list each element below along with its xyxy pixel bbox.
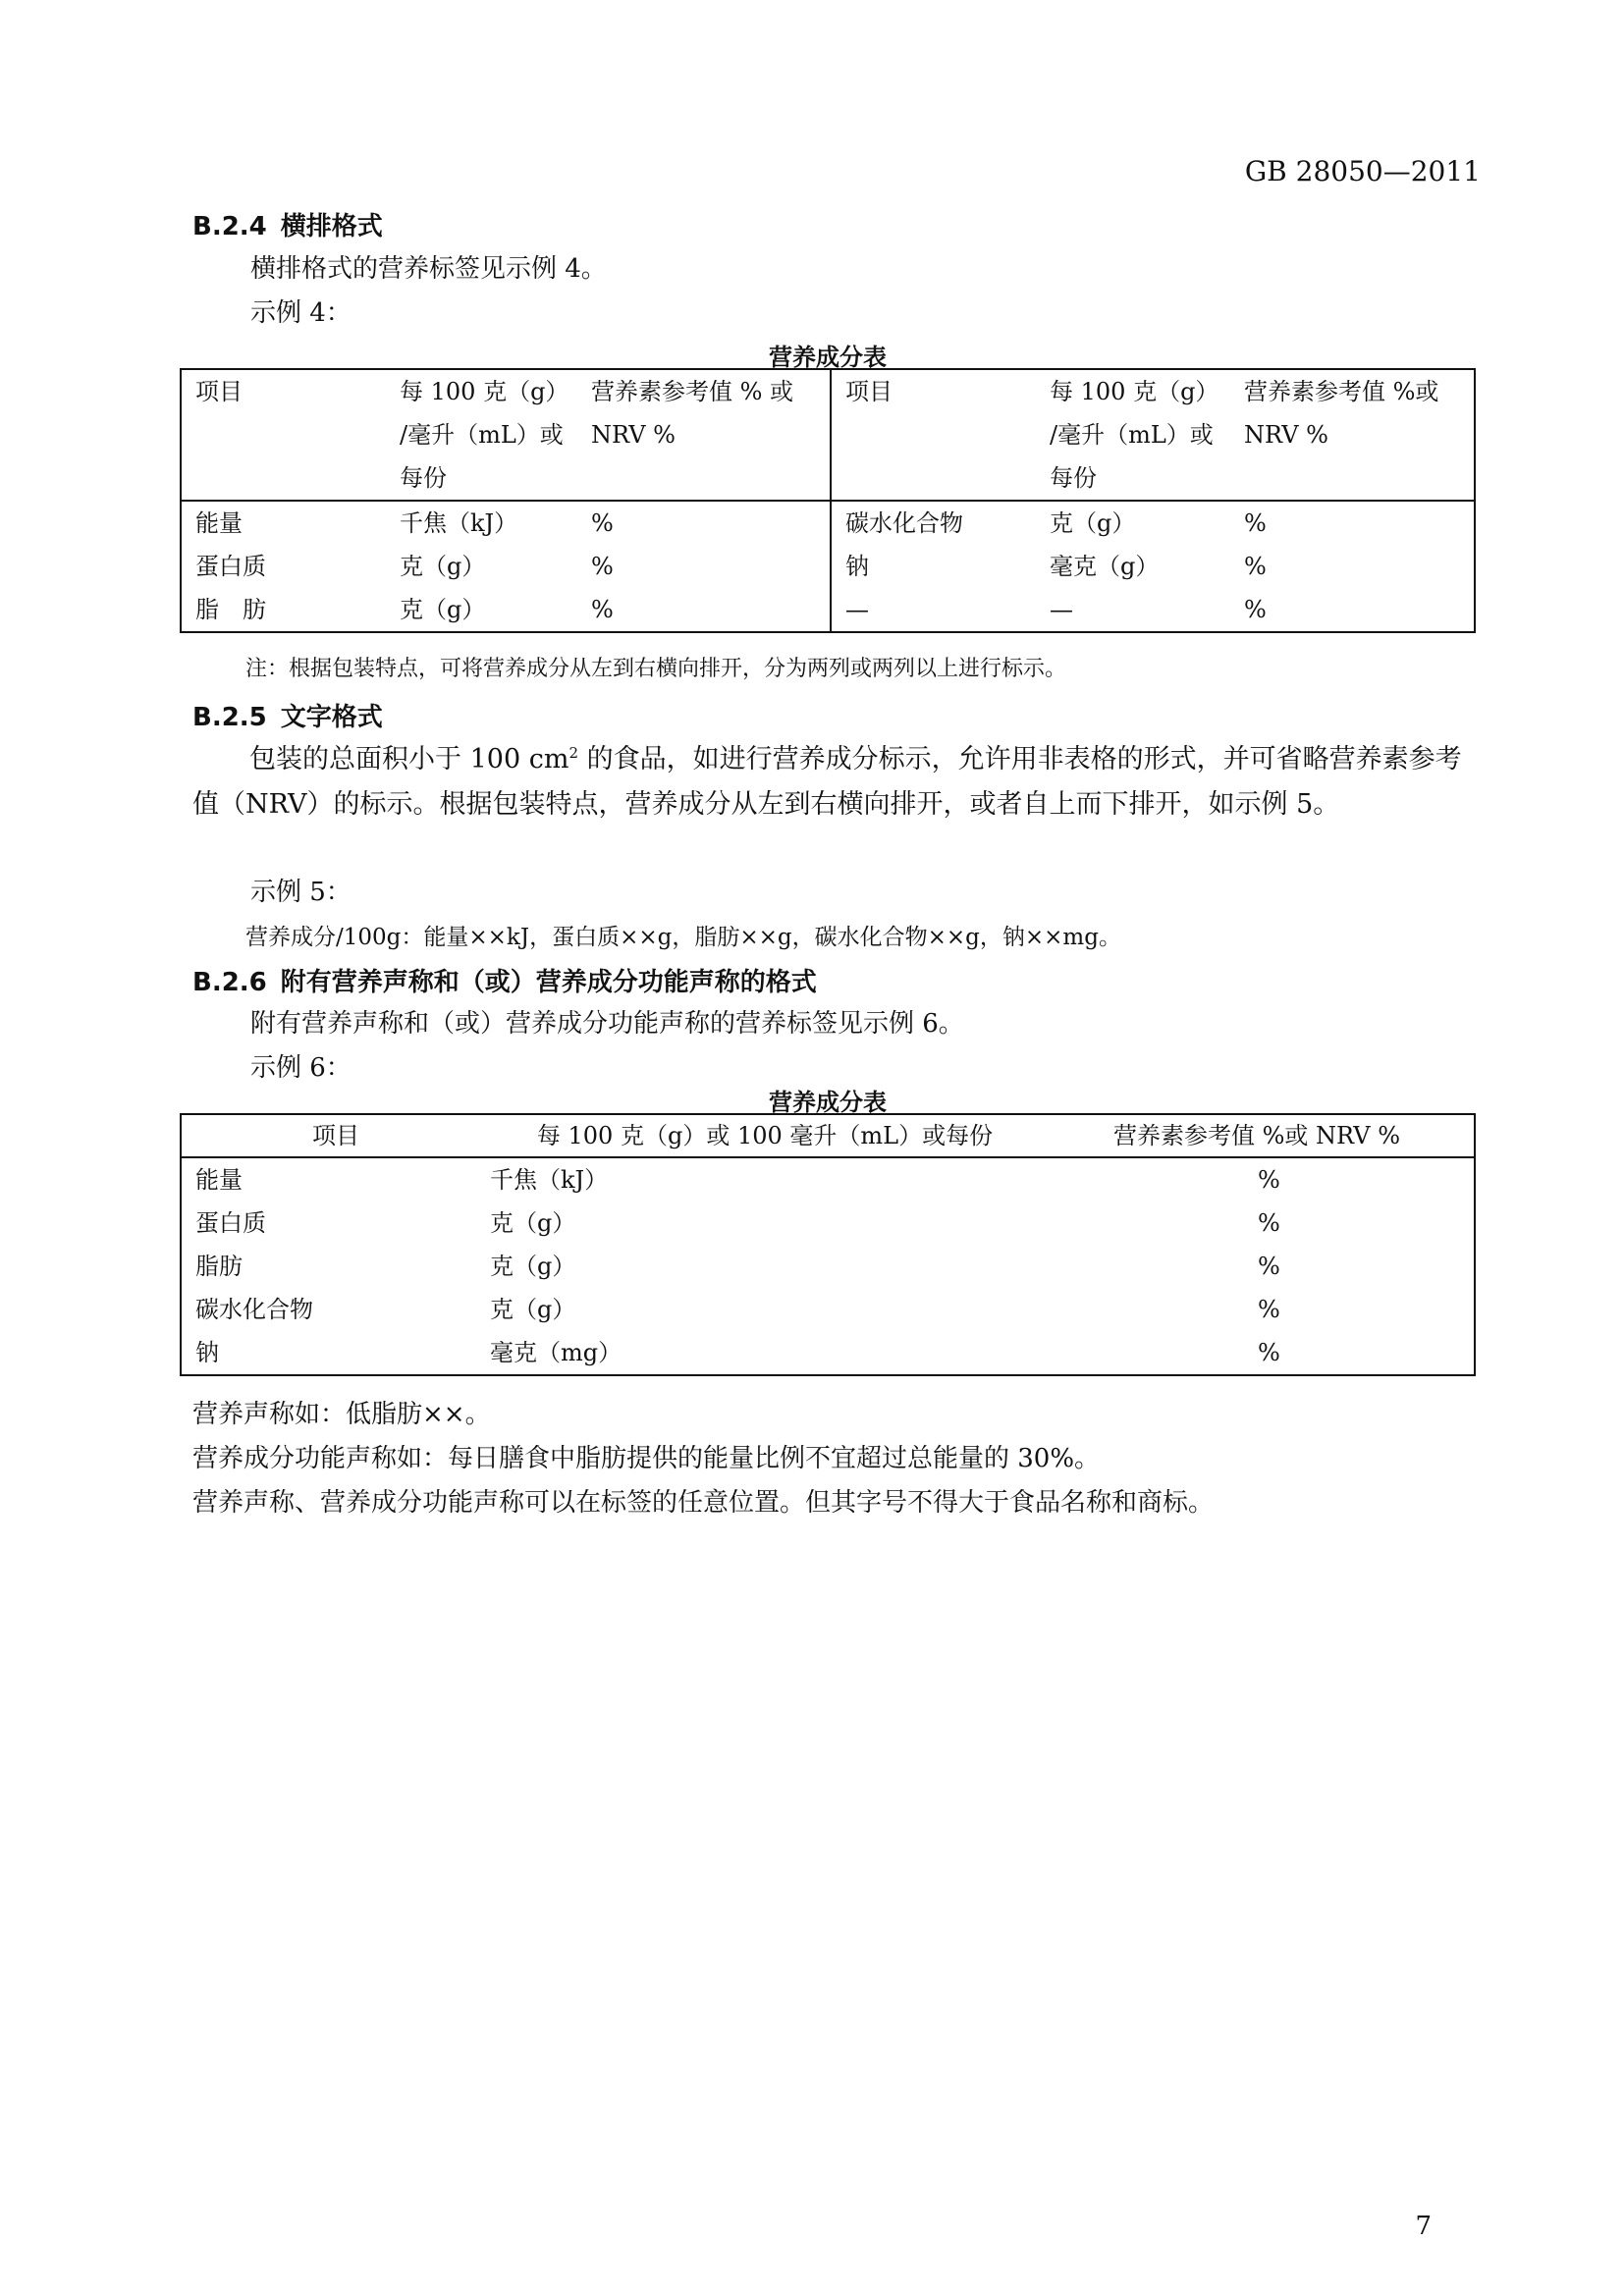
paragraph-text: 包装的总面积小于 100 cm [249, 744, 569, 774]
cell-item: 脂肪 [195, 1253, 243, 1280]
header-per: 每 100 克（g）或 100 毫升（mL）或每份 [490, 1114, 1040, 1157]
cell-unit: 克（g） [400, 553, 486, 580]
section-number: B.2.6 [192, 968, 267, 997]
section-title: 横排格式 [280, 212, 383, 241]
table-header-row [181, 1114, 1475, 1157]
table-row [181, 1201, 1475, 1245]
section-title: 文字格式 [280, 703, 383, 732]
section-intro-b24: 横排格式的营养标签见示例 4。 [250, 254, 607, 284]
header-per-line: /毫升（mL）或 [400, 421, 564, 449]
table-caption-2: 营养成分表 [769, 1089, 887, 1116]
header-per-line: 每 100 克（g） [400, 378, 569, 405]
table-row [181, 1245, 1475, 1288]
nutrition-table-horizontal [180, 368, 1476, 633]
nutrition-table-with-claims [180, 1113, 1476, 1376]
cell-unit: 克（g） [490, 1209, 576, 1237]
cell-item: 碳水化合物 [845, 509, 963, 537]
cell-nrv: % [591, 545, 831, 588]
section-number: B.2.4 [192, 212, 267, 241]
cell-item: 碳水化合物 [195, 1296, 313, 1323]
header-nrv-right [1244, 369, 1475, 501]
cell-item: 脂 肪 [195, 596, 266, 623]
header-nrv-left [591, 369, 831, 501]
table-row [181, 1331, 1475, 1375]
cell-unit: 克（g） [490, 1296, 576, 1323]
table-note: 注：根据包装特点，可将营养成分从左到右横向排开，分为两列或两列以上进行标示。 [245, 657, 1067, 681]
cell-nrv: % [1244, 553, 1267, 580]
cell-nrv: % [1258, 1166, 1280, 1194]
cell-item: — [845, 596, 869, 623]
cell-nrv: % [1258, 1296, 1280, 1323]
table-caption-1: 营养成分表 [769, 344, 887, 371]
cell-nrv: % [1244, 509, 1267, 537]
cell-unit: — [1050, 596, 1073, 623]
header-nrv-line: 营养素参考值 % 或 [591, 378, 794, 405]
example-label-6: 示例 6： [250, 1053, 352, 1083]
cell-item: 能量 [195, 509, 243, 537]
cell-nrv: % [591, 501, 831, 545]
cell-unit: 毫克（g） [1050, 553, 1160, 580]
claim-position-rule: 营养声称、营养成分功能声称可以在标签的任意位置。但其字号不得大于食品名称和商标。 [192, 1488, 1215, 1518]
header-item: 项目 [181, 1114, 490, 1157]
header-item-left: 项目 [181, 369, 400, 501]
cell-item: 钠 [195, 1339, 219, 1366]
section-heading-b26 [192, 962, 817, 998]
section-heading-b24 [192, 206, 383, 242]
header-per-line: 每份 [1050, 464, 1097, 492]
function-claim-example: 营养成分功能声称如：每日膳食中脂肪提供的能量比例不宜超过总能量的 30%。 [192, 1444, 1101, 1473]
section-paragraph-b25 [192, 730, 1469, 828]
nutrition-claim-example: 营养声称如：低脂肪××。 [192, 1400, 491, 1429]
table-row [181, 1288, 1475, 1331]
example-label-5: 示例 5： [250, 878, 352, 907]
cell-unit: 千焦（kJ） [490, 1166, 609, 1194]
header-per-line: /毫升（mL）或 [1050, 421, 1214, 449]
header-per-line: 每份 [400, 464, 447, 492]
cell-unit: 克（g） [1050, 509, 1136, 537]
cell-unit: 千焦（kJ） [400, 509, 518, 537]
header-per-line: 每 100 克（g） [1050, 378, 1219, 405]
cell-unit: 毫克（mg） [490, 1339, 623, 1366]
example-label-4: 示例 4： [250, 298, 352, 328]
table-row [181, 501, 1475, 545]
header-per-right [1050, 369, 1244, 501]
cell-nrv: % [1258, 1209, 1280, 1237]
section-intro-b26: 附有营养声称和（或）营养成分功能声称的营养标签见示例 6。 [250, 1009, 964, 1039]
cell-nrv: % [591, 588, 831, 632]
cell-item: 能量 [195, 1166, 243, 1194]
cell-item: 钠 [845, 553, 869, 580]
cell-nrv: % [1258, 1253, 1280, 1280]
example-text-5: 营养成分/100g：能量××kJ，蛋白质××g，脂肪××g，碳水化合物××g，钠××mg。 [245, 925, 1121, 950]
standard-number: GB 28050—2011 [1244, 155, 1481, 187]
section-title: 附有营养声称和（或）营养成分功能声称的格式 [280, 968, 817, 997]
cell-nrv: % [1258, 1339, 1280, 1366]
table-row [181, 1157, 1475, 1201]
header-per-left [400, 369, 591, 501]
paragraph-text: 的食品，如进行营养成分标示，允许用非表格的形式，并可省略营养素参考值（NRV）的标示。根据包装特点，营养成分从左到右横向排开，或者自上而下排开，如示例 5。 [192, 744, 1462, 820]
table-row [181, 545, 1475, 588]
table-row [181, 588, 1475, 632]
header-nrv-line: NRV % [591, 421, 676, 449]
section-heading-b25 [192, 697, 383, 733]
cell-unit: 克（g） [400, 596, 486, 623]
header-nrv: 营养素参考值 %或 NRV % [1040, 1114, 1475, 1157]
cell-nrv: % [1244, 596, 1267, 623]
cell-unit: 克（g） [490, 1253, 576, 1280]
page-number: 7 [1415, 2212, 1432, 2241]
section-number: B.2.5 [192, 703, 267, 732]
header-nrv-line: NRV % [1244, 421, 1328, 449]
superscript: 2 [568, 744, 578, 762]
cell-item: 蛋白质 [195, 553, 266, 580]
header-nrv-line: 营养素参考值 %或 [1244, 378, 1439, 405]
header-item-right: 项目 [831, 369, 1050, 501]
cell-item: 蛋白质 [195, 1209, 266, 1237]
table-header-row [181, 369, 1475, 501]
